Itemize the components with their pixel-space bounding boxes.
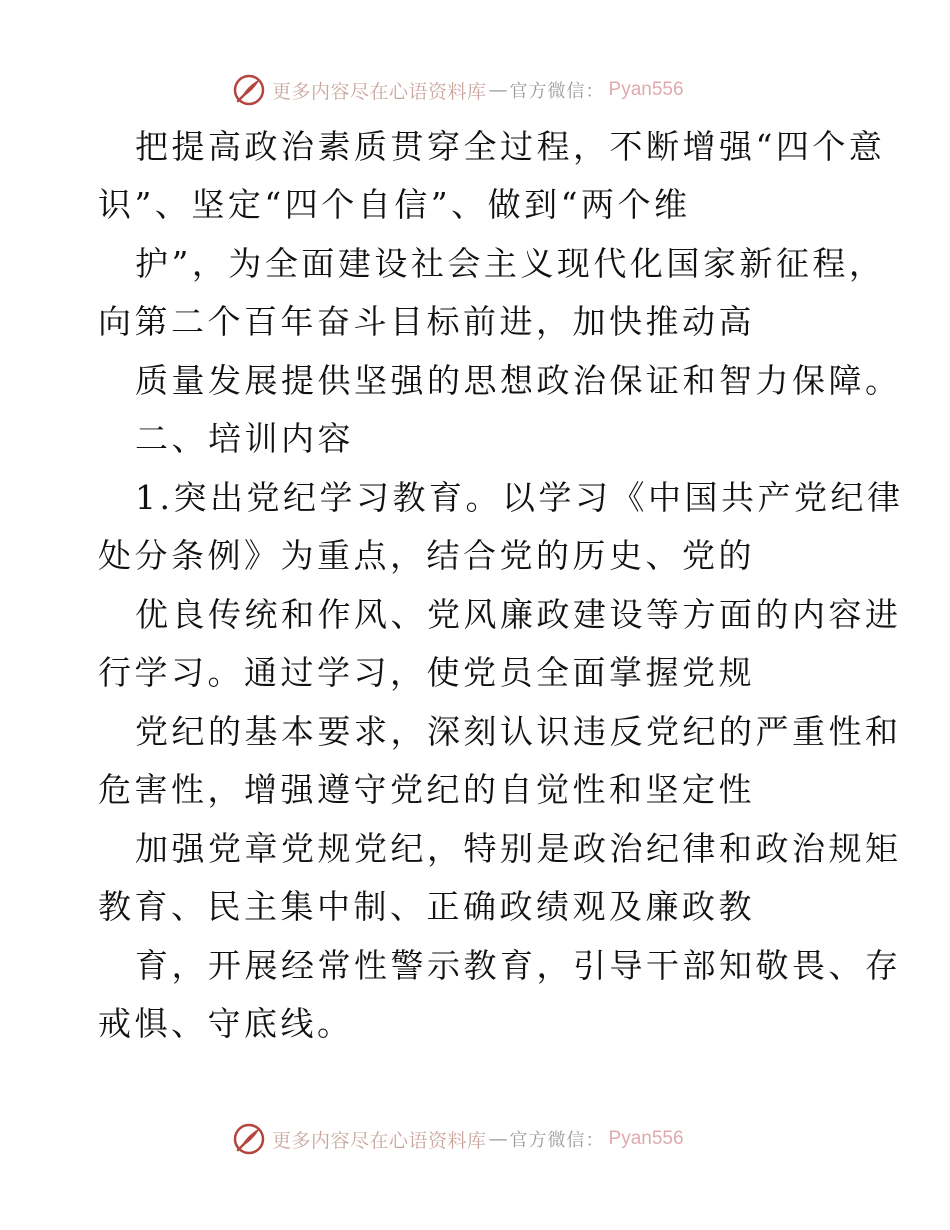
body-line: 党纪的基本要求，深刻认识违反党纪的严重性和	[135, 712, 902, 751]
body-line: 戒惧、守底线。	[98, 1004, 354, 1043]
body-line: 处分条例》为重点，结合党的历史、党的	[98, 536, 755, 575]
watermark-contact-label: 官方微信：	[509, 81, 605, 102]
body-line: 向第二个百年奋斗目标前进，加快推动高	[98, 302, 755, 341]
watermark-site-text: 更多内容尽在心语资料库	[272, 1129, 487, 1152]
body-line: 加强党章党规党纪，特别是政治纪律和政治规矩	[135, 829, 902, 868]
body-line: 危害性，增强遵守党纪的自觉性和坚定性	[98, 770, 755, 809]
body-line: 优良传统和作风、党风廉政建设等方面的内容进	[135, 595, 902, 634]
watermark-contact-id: Pyan556	[608, 79, 684, 100]
watermark-dash: —	[488, 1128, 508, 1150]
watermark-contact-id: Pyan556	[608, 1128, 684, 1149]
body-line: 护”，为全面建设社会主义现代化国家新征程，	[135, 244, 886, 283]
header-watermark	[232, 73, 684, 107]
watermark-contact-label: 官方微信：	[509, 1130, 605, 1151]
watermark-site-text: 更多内容尽在心语资料库	[272, 80, 487, 103]
quill-pen-logo-icon	[232, 73, 266, 107]
body-line: 识”、坚定“四个自信”、做到“两个维	[98, 185, 691, 224]
section-heading: 二、培训内容	[135, 419, 354, 458]
body-line: 质量发展提供坚强的思想政治保证和智力保障。	[135, 361, 902, 400]
body-line: 育，开展经常性警示教育，引导干部知敬畏、存	[135, 946, 902, 985]
watermark-dash: —	[488, 79, 508, 101]
footer-watermark	[232, 1122, 684, 1156]
body-line: 把提高政治素质贯穿全过程，不断增强“四个意	[135, 127, 886, 166]
body-line: 1.突出党纪学习教育。以学习《中国共产党纪律	[135, 478, 904, 517]
quill-pen-logo-icon	[232, 1122, 266, 1156]
body-line: 教育、民主集中制、正确政绩观及廉政教	[98, 887, 755, 926]
body-line: 行学习。通过学习，使党员全面掌握党规	[98, 653, 755, 692]
